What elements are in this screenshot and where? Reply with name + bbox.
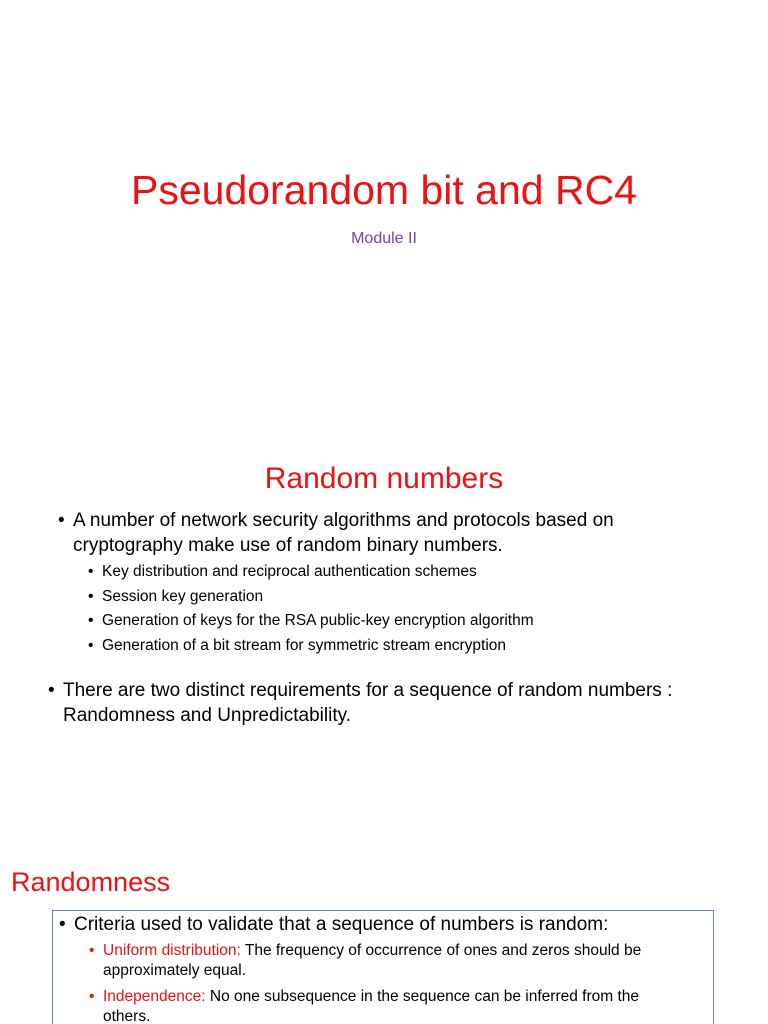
bullet-icon: • [58,510,65,531]
presentation-title: Pseudorandom bit and RC4 [131,167,637,213]
bullet-text: There are two distinct requirements for a sequence of random numbers : Randomness and Unpredictability. [63,680,673,726]
bullet-icon: • [88,587,94,605]
slide-title-random-numbers: Random numbers [264,462,504,495]
bullet-icon: • [89,942,95,959]
bullet-icon: • [88,636,94,654]
sub-bullet-item [88,585,728,610]
criteria-item-body [103,941,689,981]
presentation-subtitle: Module II [351,230,417,247]
sub-bullet-text: Session key generation [102,587,264,605]
randomness-slide [0,845,768,1024]
sub-bullet-item [88,560,728,585]
sub-bullet-text: Key distribution and reciprocal authentication schemes [102,563,477,580]
sub-bullet-text: Generation of keys for the RSA public-key encryption algorithm [102,612,534,629]
sub-bullet-item [88,609,728,634]
criteria-term: Independence: [103,988,206,1005]
criteria-item-uniform-distribution [89,941,689,981]
bullet-requirements [48,678,718,728]
criteria-box [52,910,714,1024]
sub-bullet-list [88,560,728,658]
bullet-icon: • [88,612,94,629]
criteria-description: The frequency of occurrence of ones and zeros should be approximately equal. [103,942,642,979]
bullet-text: A number of network security algorithms and protocols based on cryptography make use of random binary numbers. [73,510,614,556]
criteria-intro [59,913,709,937]
slide-title-randomness: Randomness [11,867,171,897]
bullet-icon: • [89,988,95,1005]
criteria-description: No one subsequence in the sequence can be inferred from the others. [103,988,640,1024]
bullet-icon: • [88,563,94,580]
criteria-intro-text: Criteria used to validate that a sequence of numbers is random: [74,914,609,935]
criteria-item-independence [89,987,689,1024]
bullet-network-security [58,508,718,558]
bullet-icon: • [48,680,55,701]
title-slide [0,0,768,420]
criteria-list [89,941,689,1024]
criteria-term: Uniform distribution: [103,942,241,959]
sub-bullet-item [88,634,728,659]
criteria-item-body [103,987,689,1024]
bullet-icon: • [59,914,66,935]
sub-bullet-text: Generation of a bit stream for symmetric stream encryption [102,636,507,654]
random-numbers-slide [0,420,768,820]
